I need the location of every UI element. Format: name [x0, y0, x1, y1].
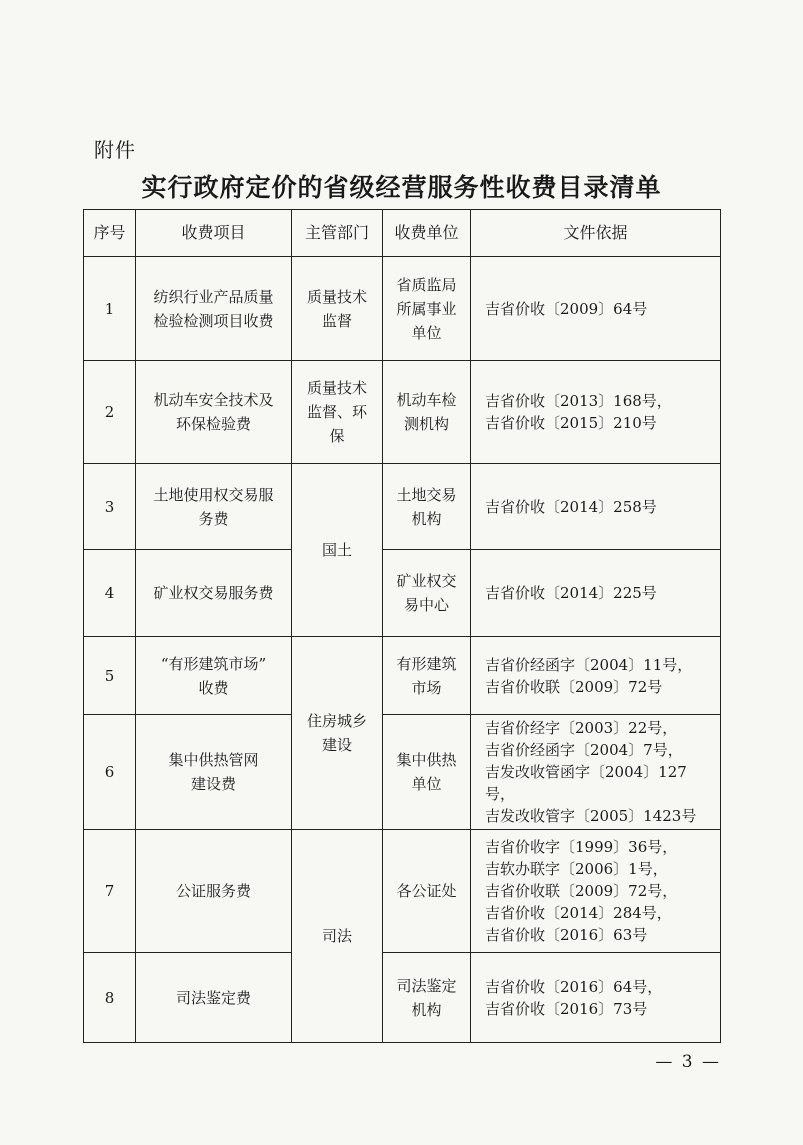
basis-line: 吉省价收〔2014〕225号 — [485, 584, 657, 602]
unit-line: 易中心 — [403, 596, 449, 614]
unit-line: 机动车检 — [396, 391, 457, 409]
unit-line: 单位 — [411, 323, 442, 342]
fee-item-line: 收费 — [198, 678, 229, 697]
unit-line: 单位 — [411, 775, 442, 793]
basis-line: 吉省价经函字〔2004〕7号， — [485, 741, 683, 759]
basis-line: 吉省价收〔2014〕284号， — [485, 904, 672, 922]
document-basis — [471, 464, 721, 550]
header-basis: 文件依据 — [471, 210, 721, 257]
fee-catalog-table — [83, 209, 721, 1043]
table-row — [84, 550, 721, 637]
fee-item-line: 集中供热管网 — [168, 751, 259, 769]
basis-line: 吉发改收管函字〔2004〕127号， — [485, 763, 687, 803]
table-row — [84, 361, 721, 464]
fee-item — [136, 464, 292, 550]
basis-line: 吉省价经字〔2003〕22号， — [485, 719, 678, 737]
basis-line: 吉省价收联〔2009〕72号 — [485, 677, 663, 696]
fee-item-line: 机动车安全技术及 — [153, 391, 274, 409]
fee-item — [136, 830, 292, 953]
fee-item-line: 司法鉴定费 — [175, 988, 251, 1007]
row-number: 2 — [84, 361, 136, 464]
basis-line: 吉省价收〔2016〕64号， — [485, 977, 663, 996]
row-number: 7 — [84, 830, 136, 953]
unit-line: 集中供热 — [396, 751, 457, 769]
department-line: 保 — [329, 427, 345, 445]
document-basis — [471, 550, 721, 637]
table-header-row — [84, 210, 721, 257]
table-row — [84, 953, 721, 1043]
basis-line: 吉省价收联〔2009〕72号， — [485, 882, 678, 900]
department-line: 质量技术 — [306, 379, 367, 397]
department-line: 司法 — [321, 927, 352, 945]
document-basis — [471, 953, 721, 1043]
fee-item-line: 矿业权交易服务费 — [153, 584, 274, 602]
department — [292, 830, 383, 1043]
table-row — [84, 464, 721, 550]
basis-line: 吉省价收〔2014〕258号 — [485, 497, 657, 516]
fee-item — [136, 715, 292, 830]
charging-unit — [383, 830, 471, 953]
department — [292, 637, 383, 830]
fee-item-line: 建设费 — [190, 775, 236, 793]
unit-line: 各公证处 — [396, 882, 457, 900]
basis-line: 吉软办联字〔2006〕1号， — [485, 860, 668, 878]
unit-line: 司法鉴定 — [396, 976, 457, 995]
fee-item — [136, 953, 292, 1043]
document-basis — [471, 715, 721, 830]
fee-item-line: 纺织行业产品质量 — [153, 287, 274, 306]
document-basis — [471, 830, 721, 953]
unit-line: 矿业权交 — [396, 572, 457, 590]
basis-line: 吉省价收〔2016〕73号 — [485, 999, 648, 1018]
header-item: 收费项目 — [136, 210, 292, 257]
fee-item-line: “有形建筑市场” — [160, 654, 267, 673]
row-number: 8 — [84, 953, 136, 1043]
department — [292, 361, 383, 464]
charging-unit — [383, 550, 471, 637]
row-number: 5 — [84, 637, 136, 715]
row-number: 3 — [84, 464, 136, 550]
charging-unit — [383, 257, 471, 361]
fee-item — [136, 637, 292, 715]
table-row — [84, 637, 721, 715]
fee-item — [136, 257, 292, 361]
unit-line: 省质监局 — [396, 275, 457, 294]
table-row — [84, 257, 721, 361]
charging-unit — [383, 953, 471, 1043]
unit-line: 机构 — [411, 509, 442, 528]
unit-line: 所属事业 — [396, 299, 457, 318]
fee-item — [136, 361, 292, 464]
charging-unit — [383, 464, 471, 550]
fee-item-line: 务费 — [198, 509, 229, 528]
document-basis — [471, 257, 721, 361]
table-row — [84, 830, 721, 953]
header-department: 主管部门 — [292, 210, 383, 257]
page-number: — 3 — — [655, 1052, 721, 1072]
fee-item-line: 环保检验费 — [175, 415, 251, 433]
basis-line: 吉省价收〔2009〕64号 — [485, 299, 648, 318]
basis-line: 吉省价收〔2016〕63号 — [485, 926, 648, 944]
department-line: 住房城乡 — [306, 712, 367, 730]
unit-line: 机构 — [411, 1000, 442, 1019]
row-number: 4 — [84, 550, 136, 637]
basis-line: 吉发改收管字〔2005〕1423号 — [485, 807, 697, 825]
unit-line: 市场 — [411, 678, 442, 697]
table-row — [84, 715, 721, 830]
unit-line: 测机构 — [403, 415, 449, 433]
department-line: 监督 — [321, 311, 352, 330]
header-no: 序号 — [84, 210, 136, 257]
department — [292, 257, 383, 361]
department-line: 国土 — [321, 541, 352, 559]
department-line: 质量技术 — [306, 287, 367, 306]
unit-line: 有形建筑 — [396, 654, 457, 673]
basis-line: 吉省价收字〔1999〕36号， — [485, 838, 678, 856]
department — [292, 464, 383, 637]
department-line: 监督、环 — [306, 403, 367, 421]
document-basis — [471, 637, 721, 715]
fee-item-line: 检验检测项目收费 — [153, 311, 274, 330]
document-basis — [471, 361, 721, 464]
department-line: 建设 — [321, 736, 352, 754]
basis-line: 吉省价经函字〔2004〕11号， — [485, 655, 693, 674]
charging-unit — [383, 637, 471, 715]
charging-unit — [383, 361, 471, 464]
attachment-label: 附件 — [94, 138, 136, 162]
unit-line: 土地交易 — [396, 485, 457, 504]
charging-unit — [383, 715, 471, 830]
fee-item-line: 公证服务费 — [175, 882, 251, 900]
row-number: 6 — [84, 715, 136, 830]
fee-item-line: 土地使用权交易服 — [153, 485, 274, 504]
basis-line: 吉省价收〔2015〕210号 — [485, 414, 657, 432]
header-unit: 收费单位 — [383, 210, 471, 257]
basis-line: 吉省价收〔2013〕168号， — [485, 392, 672, 410]
fee-item — [136, 550, 292, 637]
row-number: 1 — [84, 257, 136, 361]
document-title: 实行政府定价的省级经营服务性收费目录清单 — [141, 173, 662, 202]
